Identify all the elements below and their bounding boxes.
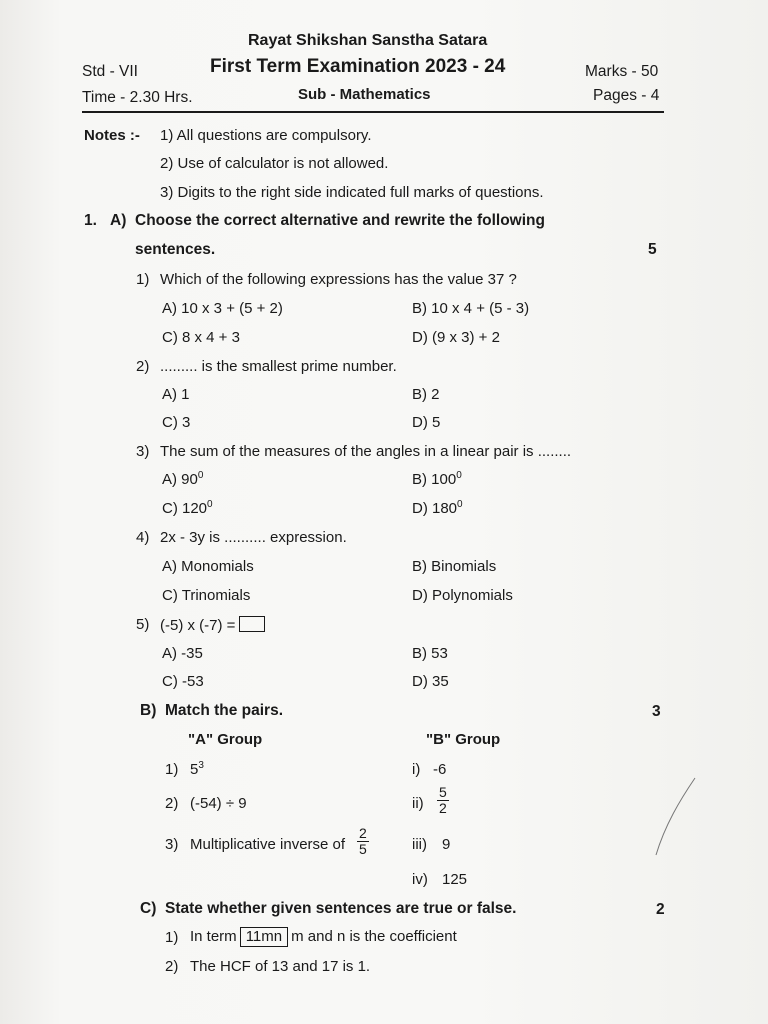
notes-label: Notes :- <box>84 127 140 144</box>
section-b-instruction: Match the pairs. <box>165 702 283 719</box>
frac-numerator: 2 <box>359 825 367 841</box>
section-a-instruction: Choose the correct alternative and rewrite the following <box>135 212 545 229</box>
match-left-fraction <box>354 826 369 857</box>
degree-sup: 0 <box>197 470 204 481</box>
mcq-option: B) Binomials <box>412 558 497 575</box>
tf-number: 2) <box>165 958 179 975</box>
mcq-option: A) -35 <box>162 645 203 662</box>
tf-statement: The HCF of 13 and 17 is 1. <box>190 958 371 975</box>
mcq-option <box>162 471 203 488</box>
match-right-item: 9 <box>442 836 451 853</box>
mcq-option-text: B) 100 <box>412 471 457 488</box>
frac-numerator: 5 <box>439 784 447 800</box>
section-a-marks: 5 <box>648 241 657 258</box>
mcq-option <box>162 500 213 517</box>
match-right-num: i) <box>412 761 421 778</box>
section-b-marks: 3 <box>652 703 661 720</box>
note-item: 2) Use of calculator is not allowed. <box>160 155 389 172</box>
marks-label: Marks - 50 <box>585 63 659 80</box>
match-right-num: iv) <box>412 871 428 888</box>
mcq-option: A) 1 <box>162 386 190 403</box>
match-right-item: -6 <box>433 761 447 778</box>
time-label: Time - 2.30 Hrs. <box>82 89 193 106</box>
mcq-number: 4) <box>136 529 150 546</box>
mcq-option: D) Polynomials <box>412 587 513 604</box>
section-c-marks: 2 <box>656 901 665 918</box>
boxed-term: 11mn <box>240 927 288 947</box>
tf-statement <box>190 926 457 948</box>
match-right-fraction <box>434 785 449 816</box>
mcq-option: B) 53 <box>412 645 448 662</box>
degree-sup: 0 <box>456 470 462 481</box>
question-number: 1. <box>84 212 97 229</box>
match-right-num: ii) <box>412 795 424 812</box>
match-left-item: (-54) ÷ 9 <box>190 795 247 812</box>
mcq-option: D) 35 <box>412 673 449 690</box>
frac-denominator: 5 <box>359 841 367 857</box>
mcq-number: 3) <box>136 443 150 460</box>
answer-box <box>239 616 265 632</box>
match-left-num: 3) <box>165 836 179 853</box>
note-item: 3) Digits to the right side indicated full marks of questions. <box>160 184 544 201</box>
pen-mark <box>650 775 700 860</box>
match-right-item: 125 <box>442 871 468 888</box>
institution-name: Rayat Shikshan Sanstha Satara <box>248 32 488 49</box>
mcq-option-text: D) 180 <box>412 500 458 517</box>
note-item: 1) All questions are compulsory. <box>160 127 372 144</box>
mcq-option: D) (9 x 3) + 2 <box>412 329 500 346</box>
mcq-option: A) 10 x 3 + (5 + 2) <box>162 300 283 317</box>
mcq-option: C) Trinomials <box>162 587 251 604</box>
degree-sup: 0 <box>207 499 213 510</box>
section-a-label: A) <box>110 212 127 229</box>
subject-label: Sub - Mathematics <box>298 86 431 103</box>
mcq-question: 2x - 3y is .......... expression. <box>160 529 347 546</box>
group-a-heading: "A" Group <box>188 731 263 748</box>
mcq-option: C) 8 x 4 + 3 <box>162 329 240 346</box>
tf-number: 1) <box>165 929 179 946</box>
section-a-instruction-cont: sentences. <box>135 241 216 258</box>
match-left-item: Multiplicative inverse of <box>190 836 346 853</box>
exponent-sup: 3 <box>198 760 204 771</box>
mcq-option: A) Monomials <box>162 558 254 575</box>
match-left-item <box>190 761 204 778</box>
mcq-question: The sum of the measures of the angles in a linear pair is ........ <box>160 443 572 460</box>
mcq-question: ......... is the smallest prime number. <box>160 358 397 375</box>
section-b-label: B) <box>140 702 157 719</box>
std-label: Std - VII <box>82 63 138 80</box>
degree-sup: 0 <box>457 499 463 510</box>
mcq-number: 1) <box>136 271 150 288</box>
section-c-label: C) <box>140 900 157 917</box>
match-right-num: iii) <box>412 836 427 853</box>
mcq-option-text: A) 90 <box>162 471 198 488</box>
mcq-question: Which of the following expressions has the value 37 ? <box>160 271 517 288</box>
mcq-number: 2) <box>136 358 150 375</box>
tf-text-pre: In term <box>190 928 237 945</box>
pages-label: Pages - 4 <box>593 87 660 104</box>
mcq-option <box>412 500 463 517</box>
group-b-heading: "B" Group <box>426 731 501 748</box>
mcq-option: B) 2 <box>412 386 440 403</box>
mcq-option: B) 10 x 4 + (5 - 3) <box>412 300 530 317</box>
mcq-option <box>412 471 462 488</box>
mcq-question: (-5) x (-7) = <box>160 617 236 634</box>
match-left-num: 2) <box>165 795 179 812</box>
mcq-number: 5) <box>136 616 150 633</box>
match-left-num: 1) <box>165 761 179 778</box>
exam-title: First Term Examination 2023 - 24 <box>210 56 506 77</box>
mcq-option-text: C) 120 <box>162 500 208 517</box>
section-c-instruction: State whether given sentences are true or false. <box>165 900 517 917</box>
frac-denominator: 2 <box>439 800 447 816</box>
tf-text-post: m and n is the coefficient <box>291 928 457 945</box>
match-left-text: 5 <box>190 761 199 778</box>
header-divider <box>82 111 664 113</box>
mcq-option: D) 5 <box>412 414 441 431</box>
mcq-question-row <box>160 616 265 634</box>
mcq-option: C) 3 <box>162 414 191 431</box>
mcq-option: C) -53 <box>162 673 204 690</box>
